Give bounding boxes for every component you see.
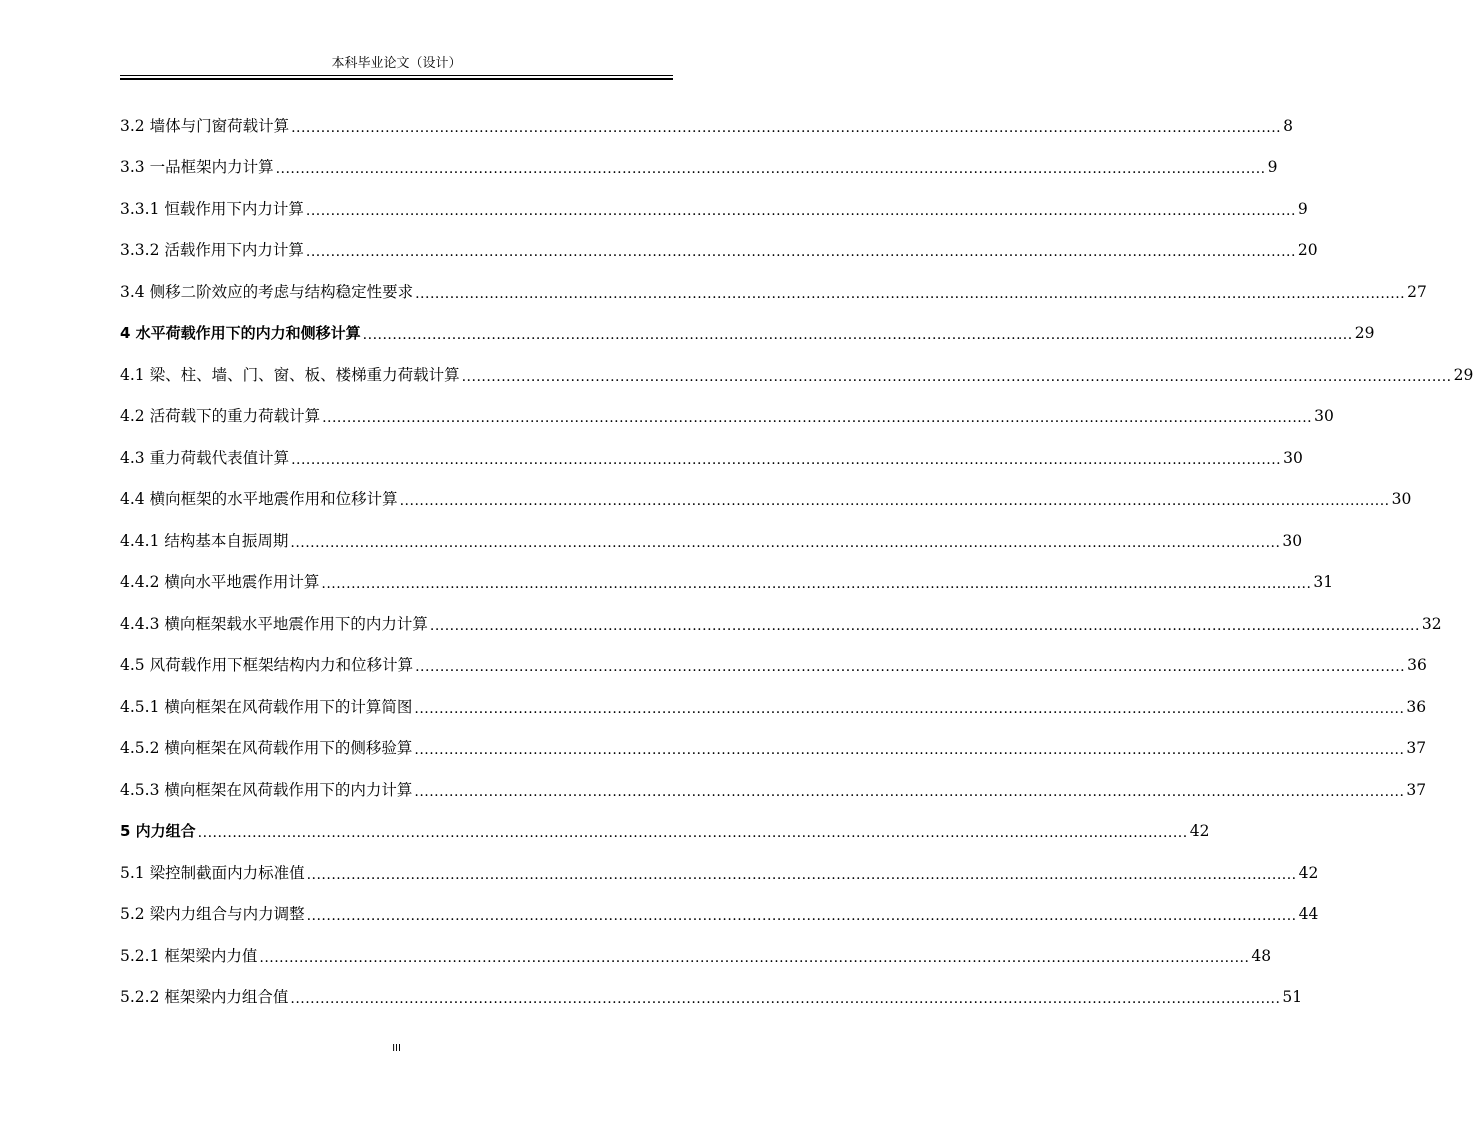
toc-entry-page-number: 36 — [1406, 697, 1427, 716]
toc-entry[interactable] — [120, 728, 1427, 770]
toc-entry-label: 5 内力组合 — [120, 822, 196, 841]
toc-dot-leader: ........................................................................................................................................................................................................ — [291, 451, 1282, 468]
toc-dot-leader: ........................................................................................................................................................................................................ — [321, 576, 1312, 593]
toc-entry-label: 4.5.3 横向框架在风荷载作用下的内力计算 — [120, 780, 413, 799]
toc-entry-label: 5.1 梁控制截面内力标准值 — [120, 863, 305, 882]
toc-entry-label: 5.2.1 框架梁内力值 — [120, 946, 258, 965]
toc-entry-page-number: 27 — [1407, 282, 1427, 301]
table-of-contents — [120, 105, 1473, 1018]
toc-entry-label: 3.3.2 活载作用下内力计算 — [120, 241, 304, 260]
toc-entry-page-number: 42 — [1189, 822, 1210, 841]
toc-entry-label: 4.4.1 结构基本自振周期 — [120, 531, 289, 550]
toc-dot-leader: ........................................................................................................................................................................................................ — [306, 866, 1297, 883]
toc-dot-leader: ........................................................................................................................................................................................................ — [429, 617, 1420, 634]
toc-entry-page-number: 30 — [1314, 407, 1334, 426]
toc-entry-label: 4.4.2 横向水平地震作用计算 — [120, 573, 320, 592]
toc-entry-page-number: 51 — [1282, 988, 1303, 1007]
toc-entry[interactable] — [120, 230, 1318, 272]
toc-entry-label: 4 水平荷载作用下的内力和侧移计算 — [120, 324, 361, 343]
toc-entry[interactable] — [120, 977, 1303, 1019]
toc-entry-page-number: 44 — [1298, 905, 1319, 924]
toc-entry-page-number: 9 — [1267, 158, 1278, 177]
toc-dot-leader: ........................................................................................................................................................................................................ — [290, 534, 1281, 551]
toc-entry-page-number: 29 — [1453, 365, 1473, 384]
toc-entry[interactable] — [120, 313, 1375, 355]
toc-dot-leader: ........................................................................................................................................................................................................ — [414, 783, 1405, 800]
toc-dot-leader: ........................................................................................................................................................................................................ — [414, 700, 1405, 717]
toc-entry-page-number: 37 — [1406, 780, 1427, 799]
toc-entry-label: 3.4 侧移二阶效应的考虑与结构稳定性要求 — [120, 282, 414, 301]
toc-entry-page-number: 30 — [1391, 490, 1412, 509]
toc-entry[interactable] — [120, 935, 1272, 977]
header-rule-thick — [120, 78, 673, 80]
toc-entry[interactable] — [120, 147, 1278, 189]
toc-entry[interactable] — [120, 479, 1412, 521]
header-rule-thin — [120, 75, 673, 76]
toc-dot-leader: ........................................................................................................................................................................................................ — [291, 119, 1282, 136]
toc-entry[interactable] — [120, 105, 1293, 147]
toc-entry-page-number: 20 — [1297, 241, 1318, 260]
toc-entry-label: 3.2 墙体与门窗荷载计算 — [120, 116, 290, 135]
toc-entry-page-number: 30 — [1282, 531, 1303, 550]
toc-entry[interactable] — [120, 354, 1473, 396]
toc-entry-label: 4.1 梁、柱、墙、门、窗、板、楼梯重力荷载计算 — [120, 365, 460, 384]
toc-entry[interactable] — [120, 686, 1427, 728]
toc-entry-label: 4.5.1 横向框架在风荷载作用下的计算简图 — [120, 697, 413, 716]
toc-dot-leader: ........................................................................................................................................................................................................ — [275, 161, 1266, 178]
toc-dot-leader: ........................................................................................................................................................................................................ — [415, 659, 1406, 676]
toc-entry[interactable] — [120, 769, 1427, 811]
toc-entry-label: 4.5.2 横向框架在风荷载作用下的侧移验算 — [120, 739, 413, 758]
toc-entry-page-number: 32 — [1421, 614, 1442, 633]
toc-dot-leader: ........................................................................................................................................................................................................ — [259, 949, 1250, 966]
toc-dot-leader: ........................................................................................................................................................................................................ — [322, 410, 1313, 427]
toc-entry[interactable] — [120, 894, 1319, 936]
toc-entry-page-number: 37 — [1406, 739, 1427, 758]
toc-entry-page-number: 31 — [1313, 573, 1334, 592]
toc-dot-leader: ........................................................................................................................................................................................................ — [290, 991, 1281, 1008]
toc-dot-leader: ........................................................................................................................................................................................................ — [399, 493, 1390, 510]
toc-entry-page-number: 48 — [1251, 946, 1272, 965]
toc-dot-leader: ........................................................................................................................................................................................................ — [305, 244, 1296, 261]
toc-entry-label: 3.3.1 恒载作用下内力计算 — [120, 199, 304, 218]
toc-entry[interactable] — [120, 437, 1303, 479]
toc-entry-label: 3.3 一品框架内力计算 — [120, 158, 274, 177]
toc-entry-page-number: 29 — [1354, 324, 1375, 343]
toc-entry[interactable] — [120, 562, 1334, 604]
toc-entry[interactable] — [120, 396, 1334, 438]
toc-entry[interactable] — [120, 603, 1442, 645]
footer-page-number: III — [392, 1043, 401, 1054]
toc-entry[interactable] — [120, 520, 1303, 562]
toc-entry-label: 4.4 横向框架的水平地震作用和位移计算 — [120, 490, 398, 509]
toc-entry[interactable] — [120, 645, 1427, 687]
toc-dot-leader: ........................................................................................................................................................................................................ — [461, 368, 1452, 385]
toc-entry-page-number: 9 — [1297, 199, 1308, 218]
toc-entry-page-number: 30 — [1283, 448, 1303, 467]
toc-entry[interactable] — [120, 852, 1319, 894]
toc-entry-label: 5.2.2 框架梁内力组合值 — [120, 988, 289, 1007]
toc-entry-label: 5.2 梁内力组合与内力调整 — [120, 905, 305, 924]
running-header-title: 本科毕业论文（设计） — [331, 56, 462, 71]
toc-entry[interactable] — [120, 271, 1427, 313]
toc-entry-page-number: 8 — [1283, 116, 1293, 135]
toc-dot-leader: ........................................................................................................................................................................................................ — [362, 327, 1353, 344]
toc-entry-label: 4.5 风荷载作用下框架结构内力和位移计算 — [120, 656, 414, 675]
toc-dot-leader: ........................................................................................................................................................................................................ — [414, 742, 1405, 759]
toc-dot-leader: ........................................................................................................................................................................................................ — [197, 825, 1188, 842]
toc-dot-leader: ........................................................................................................................................................................................................ — [415, 285, 1406, 302]
toc-entry-label: 4.3 重力荷载代表值计算 — [120, 448, 290, 467]
toc-entry[interactable] — [120, 188, 1308, 230]
toc-entry[interactable] — [120, 811, 1210, 853]
toc-dot-leader: ........................................................................................................................................................................................................ — [305, 202, 1296, 219]
toc-entry-page-number: 36 — [1407, 656, 1427, 675]
toc-dot-leader: ........................................................................................................................................................................................................ — [306, 908, 1297, 925]
toc-entry-label: 4.4.3 横向框架载水平地震作用下的内力计算 — [120, 614, 428, 633]
toc-entry-label: 4.2 活荷载下的重力荷载计算 — [120, 407, 321, 426]
toc-entry-page-number: 42 — [1298, 863, 1319, 882]
